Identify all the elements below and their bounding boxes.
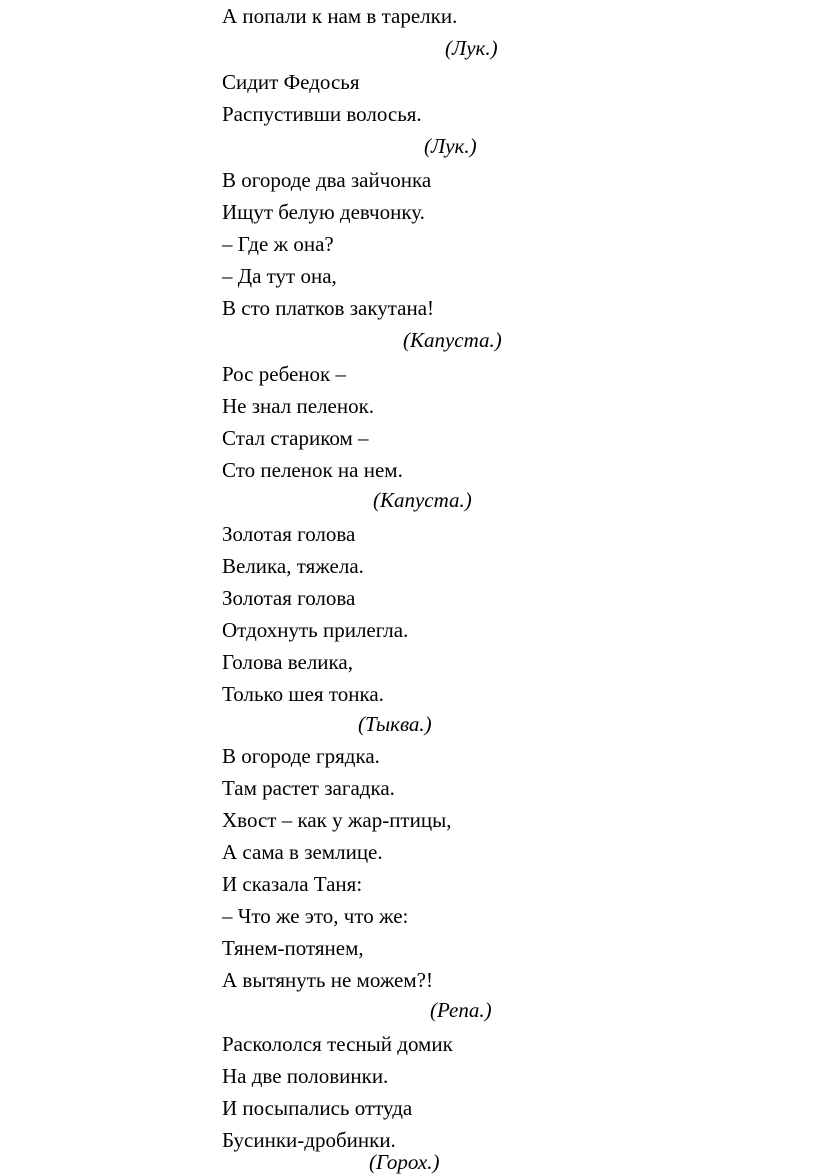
riddle-6-line-8: А вытянуть не можем?!: [222, 968, 433, 992]
riddle-3-line-4: – Да тут она,: [222, 264, 337, 288]
riddle-6-line-6: – Что же это, что же:: [222, 904, 409, 928]
riddle-7-line-3: И посыпались оттуда: [222, 1096, 413, 1120]
riddle-7-line-1: Раскололся тесный домик: [222, 1032, 453, 1056]
riddle-7-line-2: На две половинки.: [222, 1064, 389, 1088]
riddle-5-answer: (Тыква.): [358, 712, 432, 736]
riddle-7-line-4: Бусинки-дробинки.: [222, 1128, 396, 1152]
riddle-6-line-5: И сказала Таня:: [222, 872, 363, 896]
riddle-6-line-7: Тянем-потянем,: [222, 936, 364, 960]
riddle-3-answer: (Капуста.): [403, 328, 502, 352]
riddle-5-line-1: Золотая голова: [222, 522, 356, 546]
riddle-2-line-1: Сидит Федосья: [222, 70, 360, 94]
riddle-5-line-5: Голова велика,: [222, 650, 353, 674]
riddle-6-line-1: В огороде грядка.: [222, 744, 380, 768]
riddle-3-line-3: – Где ж она?: [222, 232, 334, 256]
riddle-3-line-2: Ищут белую девчонку.: [222, 200, 425, 224]
riddle-4-line-2: Не знал пеленок.: [222, 394, 375, 418]
riddle-4-line-4: Сто пеленок на нем.: [222, 458, 403, 482]
riddle-6-line-3: Хвост – как у жар-птицы,: [222, 808, 452, 832]
riddle-5-line-3: Золотая голова: [222, 586, 356, 610]
riddle-1-answer: (Лук.): [445, 36, 498, 60]
riddle-2-answer: (Лук.): [424, 134, 477, 158]
riddle-4-answer: (Капуста.): [373, 488, 472, 512]
riddle-5-line-2: Велика, тяжела.: [222, 554, 364, 578]
riddle-5-line-6: Только шея тонка.: [222, 682, 384, 706]
riddle-1-line-1: А попали к нам в тарелки.: [222, 4, 458, 28]
riddle-6-line-4: А сама в землице.: [222, 840, 383, 864]
riddle-3-line-1: В огороде два зайчонка: [222, 168, 432, 192]
riddle-3-line-5: В сто платков закутана!: [222, 296, 435, 320]
riddle-2-line-2: Распустивши волосья.: [222, 102, 422, 126]
riddle-4-line-3: Стал стариком –: [222, 426, 369, 450]
riddle-6-answer: (Репа.): [430, 998, 492, 1022]
riddle-4-line-1: Рос ребенок –: [222, 362, 346, 386]
riddle-7-answer: (Горох.): [369, 1150, 440, 1174]
riddle-6-line-2: Там растет загадка.: [222, 776, 395, 800]
riddle-5-line-4: Отдохнуть прилегла.: [222, 618, 409, 642]
